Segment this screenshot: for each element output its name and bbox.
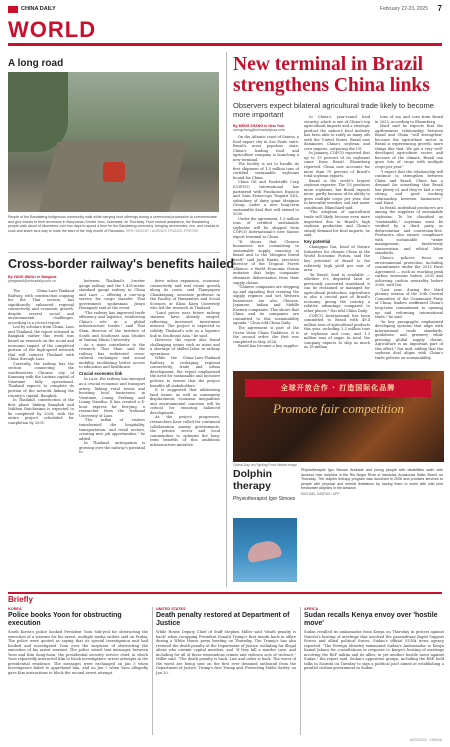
masthead: [8, 4, 442, 16]
brief-text: Sudan recalled its ambassador from Kenya on Thursday in protest against Nairobi's hosting of meetings that involved the paramilitary Rapid Support Forces and allied political forces, Sudan's official SUNA news agency reported. "The Foreign Ministry summoned Sudan's Ambassador to Kenya Kamal Jabara for consultations in response to Kenya's hosting of meetings involving the RSF militia and its allies, in yet another hostile move against Sudan," the report said. Sudan's opposition groups, including the RSF, held talks in Nairobi on Tuesday to sign a political pact aimed at establishing a parallel civilian government in Sudan.: [304, 630, 444, 671]
brief-headline: Death penalty restored at Department of Justice: [156, 612, 290, 627]
brief-location: KOREA: [8, 607, 22, 611]
rail-column-1: [8, 289, 74, 425]
rail-byline: By YANG WANLI in Bangkok: [8, 275, 57, 279]
long-road-caption: [8, 215, 220, 233]
brazil-headline: New terminal in Brazil strengthens China links: [233, 54, 430, 96]
paragraph: Brazil is the world's largest soybean exporter. The US produces more soybeans, but Brazil exports more, partly because of its ability to grow multiple crops per year, due to favorable weather, soil and water conditions, Blanchard said.: [304, 178, 370, 210]
paragraph: However, the report also found challenging issues such as noise and a shortage of skilled labor in railway operations.: [150, 338, 220, 356]
brief-item: [156, 607, 296, 675]
paragraph: "In key paragraphs emphasized developing systems that align with international trade standards, guidelines, and greenery while pressing global supply chains. Agriculture is an important part of this effort," Dai said, adding that the soybean deal aligns with China's trade policies on sustainability.: [375, 319, 443, 360]
paragraph: As the project progresses, researchers have called for continued collaboration among governments, the private sector and local communities to optimize the long-term benefits of this ambitious infrastructure initiative.: [150, 415, 220, 447]
paragraph: to China's year-round food security, which is one of China's top agricultural imports and a strategic product the nation's food industry has been able to ratify as many oils with the United States. Brazil now dominates China's soybean and corn imports, outpacing the US.: [304, 115, 370, 151]
brief-text: South Korea's police booked President Yoon Suk-yeol for obstructing the execution of a warrant for his arrest, multiple media outlets said on Friday. The police were quoted as saying that its special investigation unit had booked and investigated Yoon over the suspicion of obstructing the execution of his arrest warrant. The police seized text messages between Yoon and Kim Sung-hoon, the presidential security service chief, in which Yoon reportedly instructed Kim to block investigators' arrest attempts in the presidential residence. The messages were exchanged on Jan 3 when investigators failed to apprehend him, and on Jan 7 when Yoon allegedly gave Kim instructions to block the second arrest attempt.: [8, 630, 148, 675]
coffee-photo: [233, 371, 444, 462]
brazil-column-3: [375, 115, 443, 361]
paragraph: "Land prices near future railway stations have already surged, reflecting increased investment interest. The project is expected to solidify Thailand's role as a logistics hub in Southeast Asia," he said.: [150, 310, 220, 338]
paragraph: "I expect that the relationship will continue to strengthen between China and Brazil. China has a demand for something that Brazil has plenty of, and they've had a very strong and good working relationship between businesses," said Hard.: [375, 169, 443, 206]
paragraph: "Last year, during the third plenary session of the 20th Central Committee of the Communist Party of China, leaders reaffirmed China's long-term commitment to opening up and reforming international trade," he said.: [375, 287, 443, 320]
rail-column-3: [150, 279, 220, 447]
paper-name: CHINA DAILY: [21, 6, 56, 12]
coffee-caption: Global Day on Fighting Food Waste Image: [233, 463, 297, 467]
brief-location: AFRICA: [304, 607, 319, 611]
paragraph: "It shows that Chinese businesses are committing to sustainable supply sourcing in Brazil and to the Mengniu brand itself," said Jack Harris, executive director of the Tropical Forest Alliance, a World Economic Forum initiative that helps companies eliminate deforestation from their supply chains.: [233, 239, 299, 285]
paragraph: "The railway has improved trade efficiency and logistics, reinforcing China's role as a global infrastructure leader," said Thai Shan, director of the Institute of South and Southeast Asia Studies at Yunnan Minzu University.: [79, 310, 145, 343]
dolphin-text: [301, 468, 443, 496]
brazil-subhead: Key potential: [304, 238, 331, 244]
photo-motorbike: [103, 162, 125, 182]
page-number: 7: [437, 4, 442, 13]
briefly-title: Briefly: [8, 595, 33, 604]
paragraph: As a main contributor to the research, Thai Shan said the railway has redirected cross-cultural exchanges and social mobility, facilitating better access to education and healthcare.: [79, 342, 145, 370]
paragraph: China Oil and Foodstuffs Corp (COFCO) International has partnered with Fundacion Espacio and Gran Fisioecopo Tinguiri SDL, subsidiary of dairy giant Mengniu Group, under a new long-term sustainable deal that will extend to 2030.: [233, 180, 299, 217]
column-divider: [300, 607, 301, 735]
paragraph: Currently, the railway has the section connecting the southwestern Chinese city of Kunming with the Laotian capital of Vientiane fully operational. Thailand expects to complete its portion of the network linking the country's capital, Bangkok.: [8, 361, 74, 398]
rail-headline: Cross-border railway's benefits hailed: [8, 257, 234, 271]
paragraph: COFCO International has been committed to Brazil with 49.4 million tons of agricultural products this year, including 3.3 million tons of soybeans and corn, and 1.3 million tons of sugar. In total, the company expects to ship as much as 18 million: [304, 313, 370, 350]
brazil-email: mengzhang@chinadailyusa.com: [233, 128, 285, 132]
divider: [8, 252, 220, 253]
paragraph: "The adoption of agricultural trade will likely become even more important due to Brazil's high soybean production and China's steady demand for food imports, he said.: [304, 210, 370, 238]
dolphin-photo: [233, 518, 297, 582]
footer-credit: AGENCIES · XINHUA: [409, 738, 442, 742]
section-divider: [8, 43, 442, 46]
paragraph: It is suggested that addressing land issues, as well as community displacement, economic inequalities and environmental concerns will be critical for ensuring balanced development.: [150, 388, 220, 415]
paragraph: tons of soy and corn from Brazil in 2025, according to Bloomberg.: [375, 115, 443, 124]
brief-headline: Police books Yoon for obstructing execution: [8, 612, 122, 627]
paragraph: Hard said he expects that the agribusiness relationship between Brazil and China "will strengthen" because the agriculture sector in Brazil is experiencing growth, more things like that. We get a very well-developed agriculture sector, and because of the climate, Brazil can grow lots of crops with multiple crops per year.": [375, 124, 443, 170]
dolphin-headline: Dolphin therapy: [233, 468, 273, 492]
issue-date: February 22-23, 2025: [379, 6, 428, 12]
dolphin-text-body: Physiotherapist Igor Simoes Andrade and young people with disabilities swim with Amazon river dolphins in the Rio Negro River in Iranduba, Amazonas State, Brazil, on Thursday. The dolphin therapy program was launched in 2006 and provides services to people with physical and mental limitations by having them to swim with wild pink freshwater dolphins in the Amazon.: [301, 468, 443, 491]
paragraph: "Chinese companies are stepping up and signaling that creating the supply regimes and net Western businesses are also Chinese, Japanese, Indian and Middle Eastern companies. This shows that China and its companies are committed to this sustainability agenda," Chun told China Daily.: [233, 285, 299, 326]
brazil-column-2: [304, 115, 370, 350]
paragraph: "In Brazil, land is available — whether it's degraded land or previously converted wasteland, it can be reclaimed or managed for agricultural production. Agriculture is also a crucial part of Brazil's economy, giving the country a relative advantage compared to other places," Dai told China Daily.: [304, 272, 370, 313]
brazil-deck: Observers expect bilateral agricultural trade likely to become more important: [233, 101, 434, 119]
section-title: WORLD: [8, 17, 97, 42]
paragraph: On the Atlantic coast of Santos, a food export city in Sao Paulo state, Brazil's most populous state, China's leading food and agriculture company is launching a new terminal.: [233, 135, 299, 162]
brief-location: UNITED STATES: [156, 607, 186, 611]
rail-subhead: Crucial economic link: [79, 370, 123, 376]
paragraph: Led by scholars from China, Laos and Thailand, the report released in Bangkok earlier this week was based on research on the social and economic impact of the completed portion of the high-speed network that will connect Thailand with China through Laos.: [8, 325, 75, 362]
photo-promo-text: Promote fair competition: [273, 401, 404, 416]
brazil-column-1: [233, 135, 299, 349]
china-daily-logo-icon: [8, 6, 18, 13]
paragraph: Changqun Dai, head of Nature Initiatives for climate China at the World Economic Forum, said the key potential of Brazil is the relatively high yield per unit of area.: [304, 245, 370, 273]
photo-tree: [8, 72, 68, 152]
paragraph: In Laos, the railway has emerged as a crucial economic and transport artery, linking rural towns and boosting local businesses in Vientiane, Luang Prabang and Luang Namtha. It has created a 4-hour express for ferrying, a researcher from the National University of Laos.: [79, 377, 145, 418]
brazil-byline-block: [233, 124, 285, 132]
column-divider: [152, 607, 153, 735]
long-road-photo: [8, 72, 219, 212]
photo-banner: 全球开放合作 · 打造国际化品牌: [245, 379, 431, 397]
paragraph: Under the agreement, 1.5 million tons of certified sustainable soybeans will be shipped from COFCO International's new Santos export terminal to China.: [233, 216, 299, 240]
dolphin-credit: MICHAEL DANTAS / AFP: [301, 491, 340, 496]
paragraph: The China-Laos-Thailand Railway, with construction ongoing for the Thai section, has significantly enhanced regional connectivity and economic growth, despite several social and environmental challenges, according to a recent report.: [8, 289, 74, 325]
rail-column-2: [79, 279, 145, 455]
brief-text: While House Deputy Chief of Staff Stephen Miller said "death penalty is back" when recapping President Donald Trump's first month back in office during a White House press briefing on Thursday. The Trump's has also restored the death penalty at the Department of Justice, including for illegal aliens who commit capital murders, and "if they kill a murder case, and including for all of these tremendous crimes and violence acts of violence," Miller said. "The death penalty is back. Law and order is back. The worst of the worst are being sent on the first ever detained outbound from the Department of Justice. Trump's first Trump and 'Protecting Public Safety' on Jan 20.: [156, 630, 296, 675]
paragraph: The agreement is part of the Green Value Chain Taskforce. It is the second order, the first was completed in May 2024.: [233, 325, 299, 344]
briefly-divider: [8, 592, 442, 594]
column-divider: [226, 52, 227, 587]
paragraph: In Thailand, construction of the first phase linking Bangkok and Nakhon Ratchasima is expected to be completed by 2028, with the entire project scheduled for completion by 2031.: [8, 398, 74, 425]
paragraph: drive urban expansion, economic connectivity and real estate growth along its route, said Thanyaporn Chankrajang, associate professor in the Faculty of Humanities and Social Sciences at Khon Kaen University who led the research in Thailand.: [150, 279, 220, 311]
photo-dolphin-body: [246, 539, 283, 564]
brazil-byline: By MENG ZHANG in New York: [233, 124, 285, 128]
paragraph: In Thailand, anticipation is growing over the railway's potential to: [79, 441, 145, 455]
paragraph: In Brazil, individual producers are among the suppliers of sustainable soybeans. To be classified as "sustainable," soybeans must be verified by a third party as deforestation- and conversion-free. Producers also ensure compliance with sustainable "water management, biodiversity conservation and ethical labor standards.: [375, 205, 443, 256]
paragraph: The facility is set to handle its first shipment of 1.5 million tons of certified sustainable soybeans bound for China.: [233, 162, 299, 180]
paragraph: While the China-Laos-Thailand Railway is reshaping regional connectivity, trade and urban development, the report emphasized the need for sustainable and inclusive policies to ensure that the project benefits all stakeholders.: [150, 356, 220, 388]
paragraph: China's policies focus on environmental protection, including commitments under the 2015 Paris Agreement — such as reaching peak carbon emissions before 2030 and achieving carbon neutrality before 2060, said Dai.: [375, 255, 443, 288]
paragraph: between Thailand's 3-meter gauge railway and the 1.435-meter standard gauge railway in China and Laos — offering a one-stop service for cargo transfer. Thai government spokesman Jirayu Houngsub said at the event.: [79, 279, 145, 311]
rail-byline-block: [8, 275, 57, 283]
paragraph: "The influx of visitors transformed the hospitality, transportation, and retail sectors, creating new job opportunities," he added.: [79, 418, 145, 441]
brief-headline: Sudan recalls Kenya envoy over 'hostile move': [304, 612, 438, 627]
paragraph: Brazil has become a key supplier: [238, 344, 299, 349]
brief-item: [304, 607, 444, 671]
rail-email: yangwanli@chinadaily.com.cn: [8, 279, 56, 283]
dolphin-deck: Physiotherapist Igor Simoes: [233, 496, 296, 502]
brief-item: [8, 607, 148, 675]
long-road-photo-credit: VEN HIDAYAT / AGENCE FRANCE-PRESSE: [125, 228, 199, 233]
long-road-headline: A long road: [8, 58, 64, 69]
paragraph: In January, COFCO reported that up to 15 percent of its soybeans came from Brazil. Bloomberg reported. China now accounts for more than 70 percent of Brazil's total soybean exports.: [304, 151, 370, 179]
long-road-caption-text: People of the Bandaleng indigenous community walk while carrying food offerings during a ceremonial procession to commemorate and give thanks to their ancestors in Banyumas Central Java, Indonesia, on Thursday. From mutual assistance, the Bandaleng people walk about of kilometers over two days to spend a time for the Bandaleng ceremony, bringing ceremonies, rice, and snacks to cook and share as a way to mark the start of the holy month of Ramadan.: [8, 215, 220, 233]
